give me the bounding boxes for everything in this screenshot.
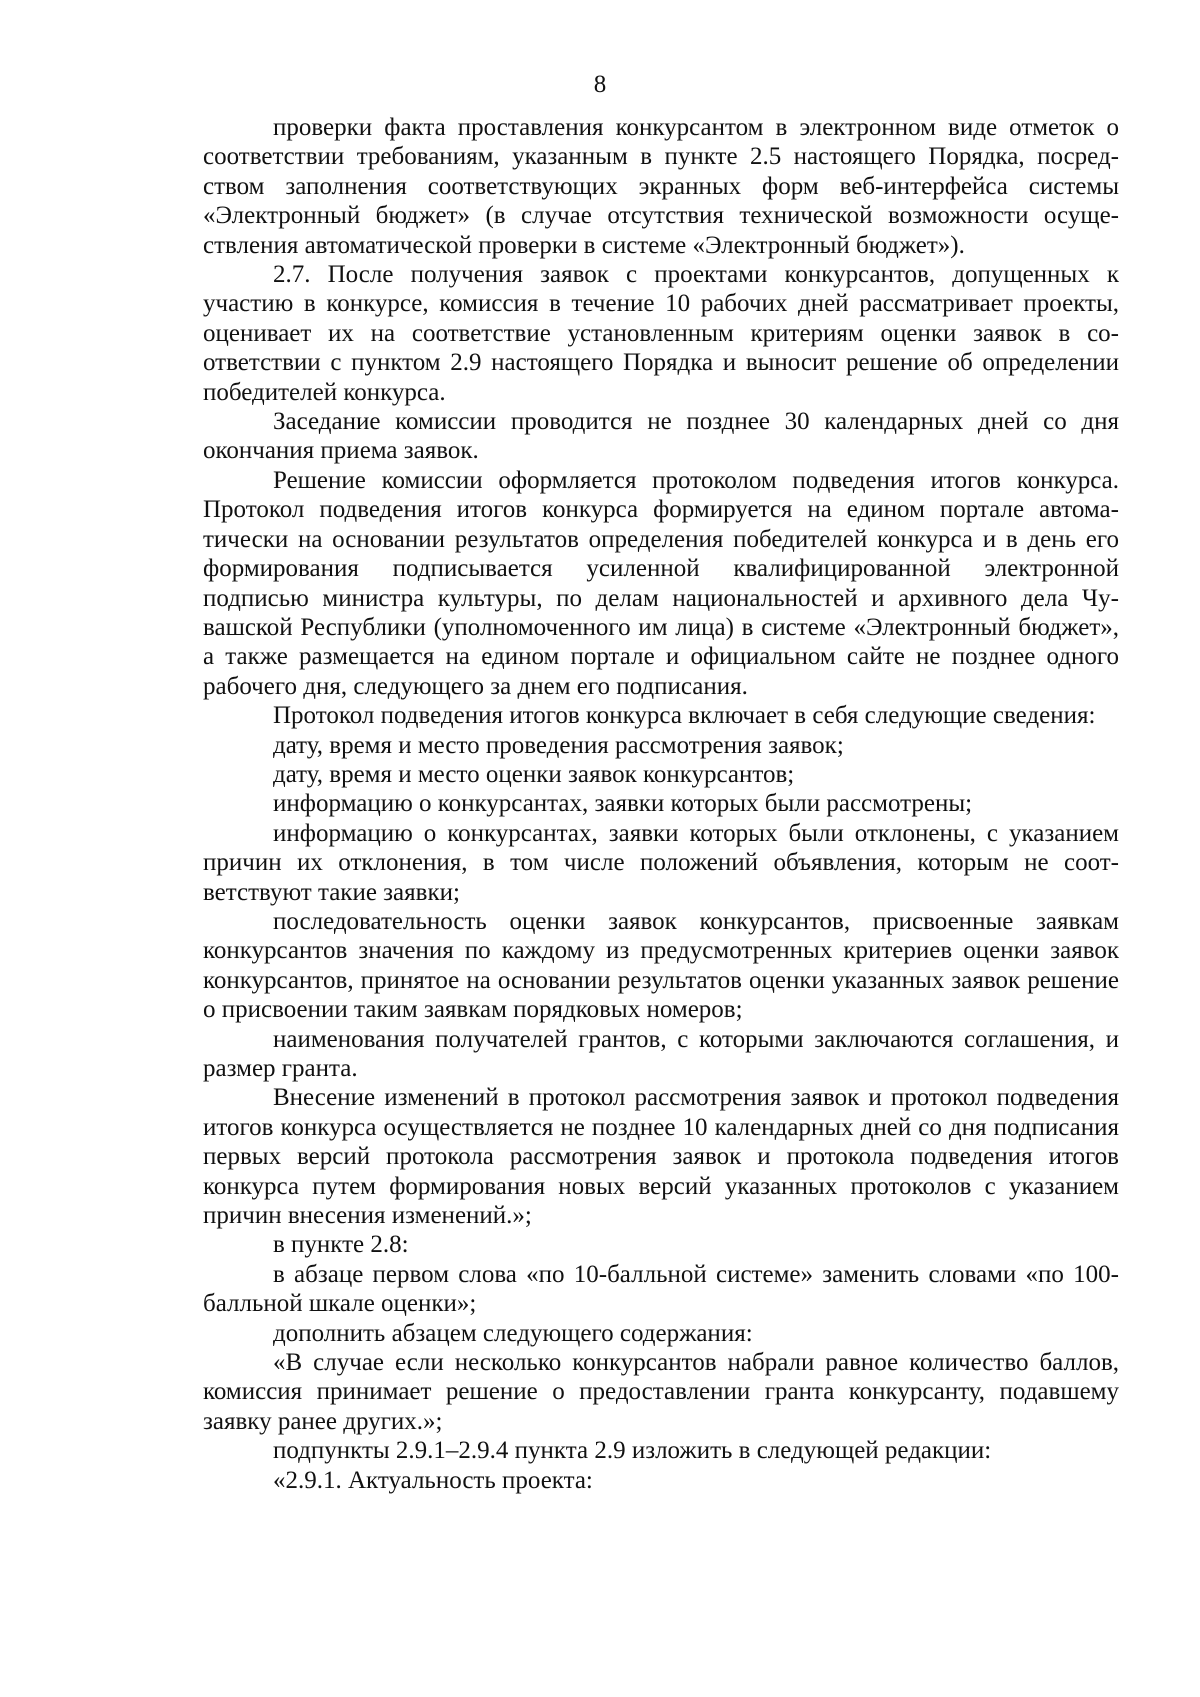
list-item-reviewed-applicants: информацию о конкурсантах, заявки которых были рассмотрены; xyxy=(273,790,973,818)
paragraph-commission-meeting: Заседание комиссии проводится не позднее 30 календарных дней со дня окончания приема заявок. xyxy=(203,408,1119,465)
list-item-evaluation-date: дату, время и место оценки заявок конкурсантов; xyxy=(273,760,795,788)
paragraph-clause-2-9-1: «2.9.1. Актуальность проекта: xyxy=(273,1466,593,1494)
paragraph-commission-decision: Решение комиссии оформляется протоколом подведения итогов конкурса. Протокол подведения итогов конкурса формируется на едином портале автоматически на основании результатов определения победителей конкурса и в день его формирования подписывается усиленной квалифицированной электронной подписью министра культуры, по делам национальностей и архивного дела Чувашской Республики (уполномоченного им лица) в системе «Электронный бюджет», а также размещается на едином портале и официальном сайте не позднее одного рабочего дня, следующего за днем его подписания. xyxy=(203,466,1119,700)
document-body xyxy=(203,113,1119,1495)
paragraph-equal-points: «В случае если несколько конкурсантов набрали равное количество баллов, комиссия принимает решение о предоставлении гранта конкурсанту, подавшему заявку ранее других.»; xyxy=(203,1349,1119,1435)
paragraph-protocol-contents: Протокол подведения итогов конкурса включает в себя следующие сведения: xyxy=(273,702,1096,730)
paragraph-clause-2-8: в пункте 2.8: xyxy=(273,1231,409,1259)
list-item-grant-recipients: наименования получателей грантов, с которыми заключаются соглашения, и размер гранта. xyxy=(203,1025,1119,1082)
paragraph-clause-2-7: 2.7. После получения заявок с проектами конкурсантов, допущенных к участию в конкурсе, комиссия в течение 10 рабочих дней рассматривает проекты, оценивает их на соответствие установленным критериям оценки заявок в соответствии с пунктом 2.9 настоящего Порядка и выносит решение об определении победителей конкурса. xyxy=(203,261,1119,406)
paragraph-add-clause: дополнить абзацем следующего содержания: xyxy=(273,1319,753,1347)
list-item-evaluation-sequence: последовательность оценки заявок конкурсантов, присвоенные заявкам конкурсантов значения по каждому из предусмотренных критериев оценки заявок конкурсантов, принятое на основании результатов оценки указанных заявок решение о присвоении таким заявкам порядковых номеров; xyxy=(203,907,1119,1024)
paragraph-protocol-amendments: Внесение изменений в протокол рассмотрения заявок и протокол подведения итогов конкурса осуществляется не позднее 10 календарных дней со дня подписания первых версий протокола рассмотрения заявок и протокола подведения итогов конкурса путем формирования новых версий указанных протоколов с указанием причин внесения изменений.»; xyxy=(203,1084,1119,1230)
paragraph-verification: проверки факта проставления конкурсантом в электронном виде отметок о соответствии требованиям, указанным в пункте 2.5 настоящего Порядка, посредством заполнения соответствующих экранных форм веб-интерфейса системы «Электронный бюджет» (в случае отсутствия технической возможности осуществления автоматической проверки в системе «Электронный бюджет»). xyxy=(203,114,1119,259)
list-item-rejected-applicants: информацию о конкурсантах, заявки которых были отклонены, с указанием причин их отклонения, в том числе положений объявления, которым не соответствуют такие заявки; xyxy=(203,819,1119,906)
list-item-review-date: дату, время и место проведения рассмотрения заявок; xyxy=(273,731,844,759)
paragraph-scale-replacement: в абзаце первом слова «по 10-балльной системе» заменить словами «по 100-балльной шкале оценки»; xyxy=(203,1260,1119,1318)
paragraph-subclauses-2-9: подпункты 2.9.1–2.9.4 пункта 2.9 изложить в следующей редакции: xyxy=(273,1437,992,1465)
page-number: 8 xyxy=(593,71,607,98)
